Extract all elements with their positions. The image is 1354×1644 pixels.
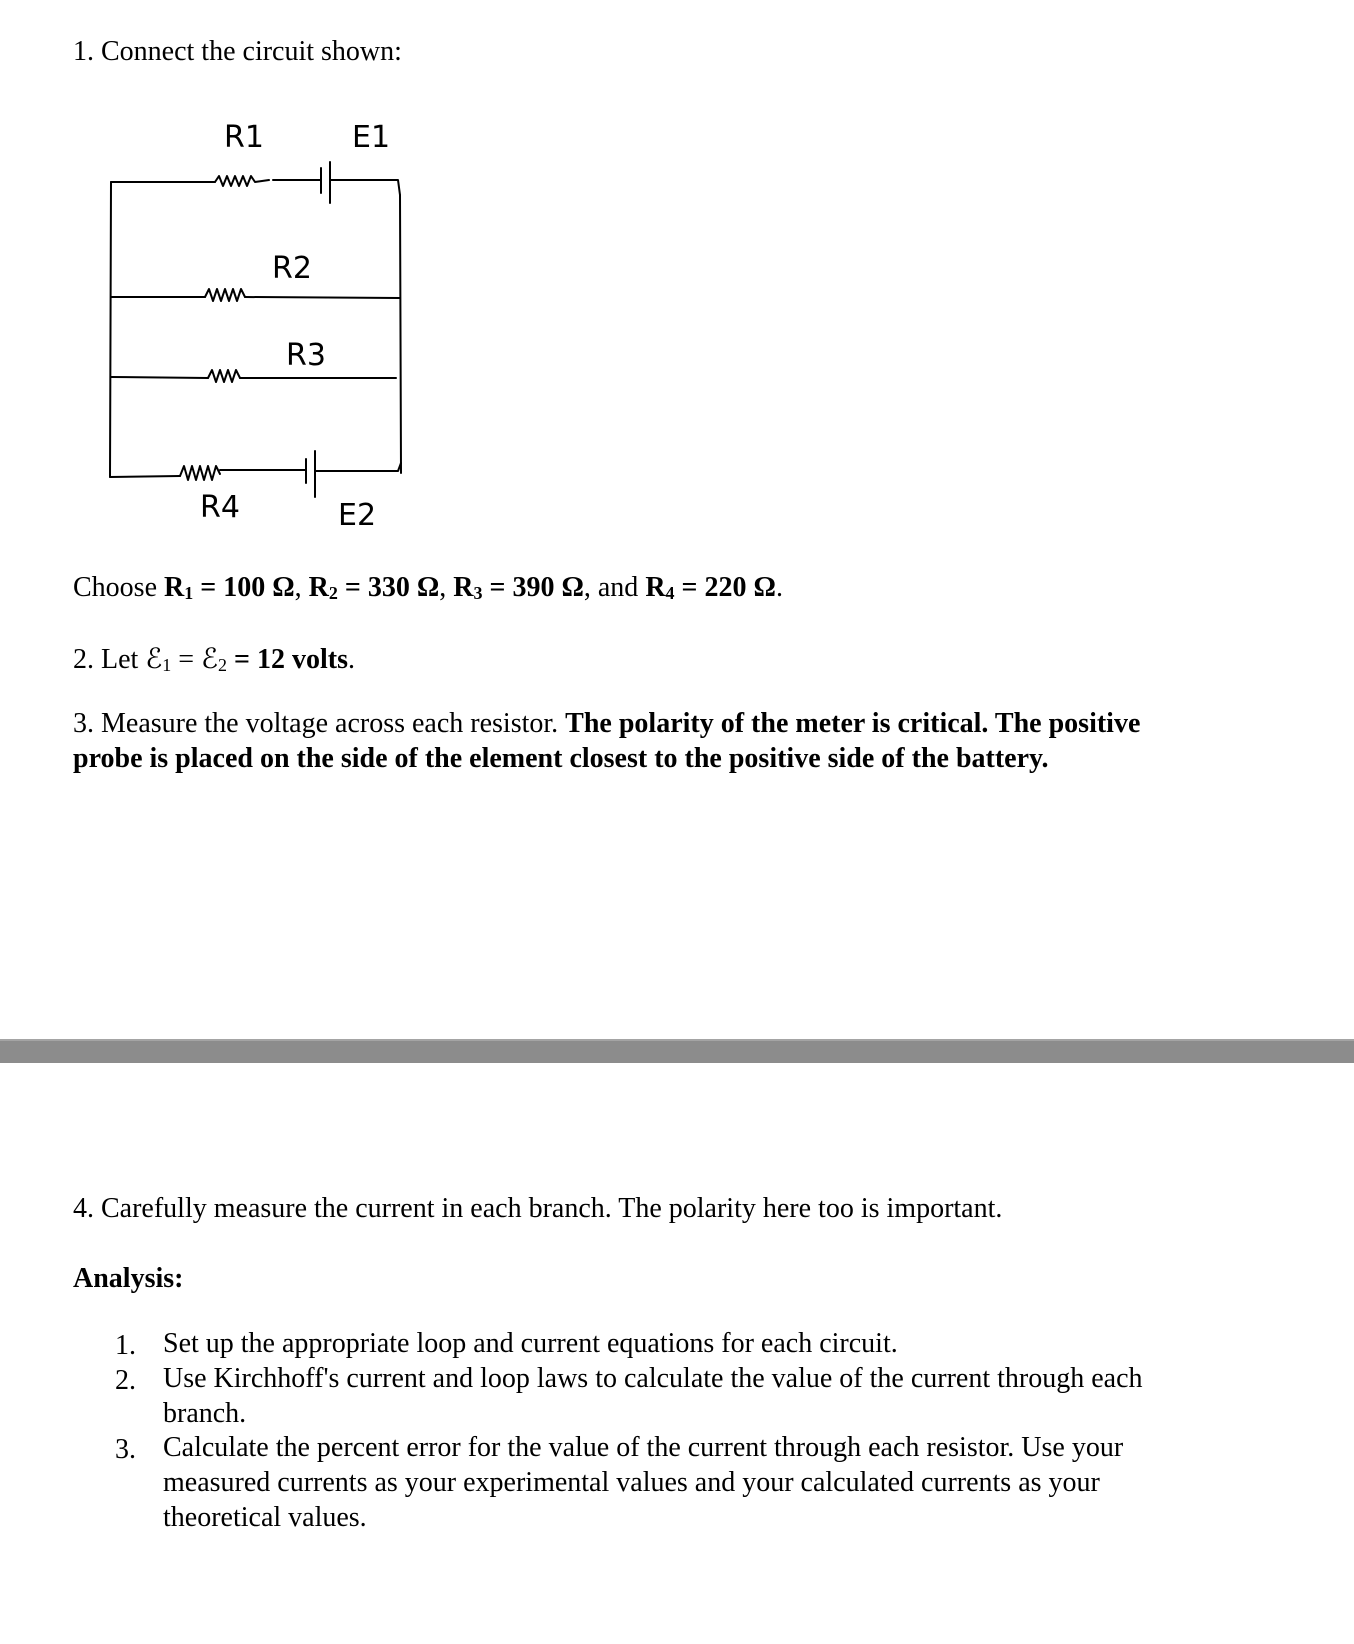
resistor-values-line: Choose $R_1 = 100$ Ω, $R_2 = 330$ Ω, $R_3 = 390$ Ω, and $R_4 = 220$ Ω. [73, 572, 783, 603]
emf-value: = 12 volts [227, 644, 348, 675]
wire-r3-left [111, 377, 208, 378]
r1-value: $R_1 = 100$ Ω [164, 572, 295, 603]
r3-value: $R_3 = 390$ Ω [453, 572, 584, 603]
circuit-diagram [100, 105, 420, 545]
resistor-r3 [208, 370, 240, 382]
polarity-warning: The polarity of the meter is critical. The positive [565, 708, 1141, 739]
right-rail [400, 195, 401, 473]
step4-text: 4. Carefully measure the current in each branch. The polarity here too is important. [73, 1193, 1003, 1224]
step2-text: 2. Let ℰ$_1$ = ℰ$_2$ = 12 volts. [73, 644, 355, 675]
resistor-r1 [215, 176, 269, 186]
label-r4: R4 [200, 490, 240, 525]
resistor-r2 [205, 289, 245, 301]
label-r3: R3 [286, 338, 326, 373]
left-rail [110, 182, 111, 477]
emf-2: ℰ$_2$ [201, 644, 228, 675]
emf-1: ℰ$_1$ [145, 644, 172, 675]
choose-prefix: Choose [73, 572, 164, 603]
wire-r2-right [245, 297, 400, 298]
r4-value: $R_4 = 220$ Ω [645, 572, 776, 603]
label-r1: R1 [224, 120, 264, 155]
resistor-r4 [180, 466, 220, 480]
step3-line2: probe is placed on the side of the element closest to the positive side of the battery. [73, 743, 1049, 774]
wire-top-right [330, 180, 400, 195]
label-e2: E2 [338, 498, 377, 533]
step1-text: 1. Connect the circuit shown: [73, 36, 402, 67]
r2-value: $R_2 = 330$ Ω [308, 572, 440, 603]
analysis-heading: Analysis: [73, 1263, 184, 1294]
wire-bottom-right [315, 463, 401, 471]
label-r2: R2 [272, 251, 312, 286]
wire-bottom-left [110, 476, 180, 477]
page-divider [0, 1039, 1354, 1063]
label-e1: E1 [352, 120, 391, 155]
step3-line1: 3. Measure the voltage across each resistor. The polarity of the meter is critical. The positive [73, 708, 1141, 739]
